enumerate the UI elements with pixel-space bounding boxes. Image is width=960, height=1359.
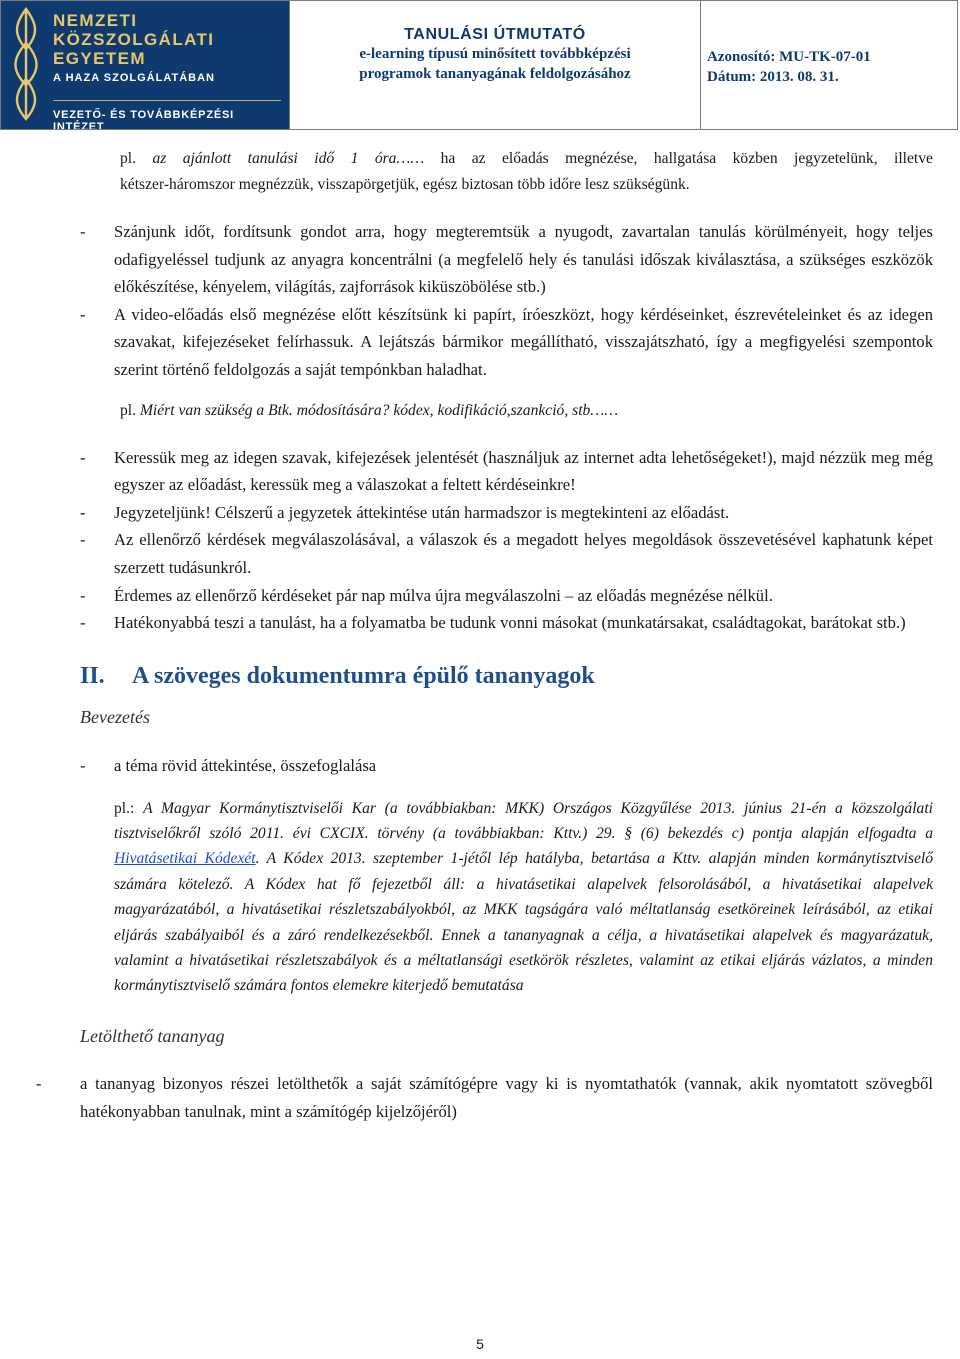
intro-rest-1: ha az előadás megnézése, hallgatása közben jegyzetelünk, illetve [440, 150, 933, 167]
kodex-example [80, 796, 933, 999]
logo-line-3: A HAZA SZOLGÁLATÁBAN [53, 72, 215, 84]
bullet-item [80, 218, 933, 301]
dash-marker: - [80, 222, 86, 241]
dash-marker: - [80, 585, 86, 605]
bullet-item [80, 499, 933, 527]
bullet-item [80, 752, 933, 780]
intro-example-cont: kétszer-háromszor megnézzük, visszapörgetjük, egész biztosan több időre lesz szükségünk. [120, 176, 690, 193]
bullet-text: Érdemes az ellenőrző kérdéseket pár nap múlva újra megválaszolni – az előadás megnézése nélkül. [114, 585, 773, 605]
document-body [36, 146, 934, 1126]
download-subheading: Letölthető tananyag [80, 1025, 225, 1046]
bullet-text: Hatékonyabbá teszi a tanulást, ha a folyamatba be tudunk vonni másokat (munkatársakat, családtagokat, barátokat stb.) [114, 613, 906, 633]
dash-marker: - [80, 304, 86, 324]
section-heading [80, 663, 933, 691]
example-prefix: pl. [120, 401, 137, 419]
intro-prefix: pl. [120, 150, 137, 167]
section-title: A szöveges dokumentumra épülő tananyagok [132, 662, 595, 689]
bullet-item [80, 526, 933, 581]
intro-example [86, 146, 933, 172]
header-id-block [701, 1, 957, 129]
kodex-link[interactable]: Hivatásetikai Kódexét [114, 850, 256, 868]
bullet-text: Az ellenőrző kérdések megválaszolásával, a válaszok és a megadott helyes megoldások összevetésével kaphatunk képet szerzett tudásunkról. [114, 530, 933, 577]
bullet-item [36, 1070, 933, 1125]
document-identifier: Azonosító: MU-TK-07-01 [707, 49, 871, 65]
document-subtitle-1: e-learning típusú minősített továbbképzési [359, 46, 631, 62]
dash-marker: - [36, 1074, 42, 1094]
page-number: 5 [476, 1336, 484, 1352]
logo-line-4: VEZETŐ- ÉS TOVÁBBKÉPZÉSI INTÉZET [53, 109, 234, 129]
bullet-text: a téma rövid áttekintése, összefoglalása [114, 755, 377, 775]
bullet-text: a tananyag bizonyos részei letölthetők a saját számítógépre vagy ki is nyomtathatók (vannak, akik nyomtatott szövegből hatékonyabban tanulnak, mint a számítógép kijelzőjéről) [80, 1074, 933, 1121]
kodex-text-2: . A Kódex 2013. szeptember 1-jétől lép hatályba, betartása a Kttv. alapján minden kormánytisztviselő számára kötelező. A Kódex hat fő fejezetből áll: a hivatásetikai alapelvek felsorolásából, a hivatásetikai alapelvek magyarázatából, a hivatásetikai részletszabályokból, az MKK tagságára való méltatlanság esetköreinek leírásából, az etikai eljárás szabályaiból és a záró rendelkezésekből. Ennek a tananyagnak a célja, a hivatásetikai alapelvek és magyarázatuk, valamint a hivatásetikai részletszabályok és a méltatlansági esetkörök részletes, valamint az etikai eljárás vázlatos, a minden kormánytisztviselő számára fontos elemekre kiterjedő bemutatása [114, 850, 934, 995]
btk-example [80, 398, 933, 424]
intro-subheading: Bevezetés [80, 707, 150, 728]
dash-marker: - [80, 613, 86, 633]
bullet-text: Szánjunk időt, fordítsunk gondot arra, hogy megteremtsük a nyugodt, zavartalan tanulás körülményeit, hogy teljes odafigyeléssel tudjunk az anyagra koncentrálni (a megfelelő hely és tanulási időszak kiválasztása, a szükséges eszközök előkészítése, kényelem, világítás, zajforrások kiküszöbölése stb.) [114, 222, 933, 297]
bullet-text: A video-előadás első megnézése előtt készítsünk ki papírt, íróeszközt, hogy kérdéseinket, észrevételeinket és az idegen szavakat, kifejezéseket felírhassuk. A lejátszás bármikor megállítható, visszajátszható, így a megfigyelési szempontok szerint történő feldolgozás a saját tempónkban haladhat. [114, 304, 933, 379]
bullet-item [80, 301, 933, 384]
kodex-text-1: A Magyar Kormánytisztviselői Kar (a továbbiakban: MKK) Országos Közgyűlése 2013. június 21-én a közszolgálati tisztviselőkről szóló 2011. évi CXCIX. törvény (a továbbiakban: Kttv.) 29. § (6) bekezdés c) pontja alapján elfogadta a [114, 799, 933, 842]
document-header [0, 0, 958, 130]
kodex-prefix: pl.: [114, 799, 135, 817]
dash-marker: - [80, 447, 86, 467]
logo-line-2: KÖZSZOLGÁLATI EGYETEM [53, 30, 215, 68]
bullet-item [80, 444, 933, 499]
university-logo [1, 1, 290, 129]
dash-marker: - [80, 502, 86, 522]
dash-marker: - [80, 755, 86, 775]
logo-divider [53, 100, 281, 101]
bullet-item [80, 582, 933, 610]
crest-icon [6, 5, 46, 123]
header-title-block [290, 1, 701, 129]
bullet-text: Jegyzeteljünk! Célszerű a jegyzetek áttekintése után harmadszor is megtekinteni az előadást. [114, 502, 730, 522]
document-date: Dátum: 2013. 08. 31. [707, 69, 839, 85]
example-italic: Miért van szükség a Btk. módosítására? kódex, kodifikáció,szankció, stb…… [139, 401, 619, 419]
logo-line-1: NEMZETI [53, 11, 138, 30]
section-number: II. [80, 662, 105, 689]
intro-italic: az ajánlott tanulási idő 1 óra…… [152, 150, 425, 167]
dash-marker: - [80, 530, 86, 550]
document-subtitle-2: programok tananyagának feldolgozásához [359, 66, 631, 82]
bullet-item [80, 609, 933, 637]
document-title: TANULÁSI ÚTMUTATÓ [404, 26, 586, 43]
bullet-text: Keressük meg az idegen szavak, kifejezések jelentését (használjuk az internet adta lehetőségeket!), majd nézzük meg még egyszer az előadást, keressük meg a válaszokat a feltett kérdéseinkre! [114, 447, 933, 495]
